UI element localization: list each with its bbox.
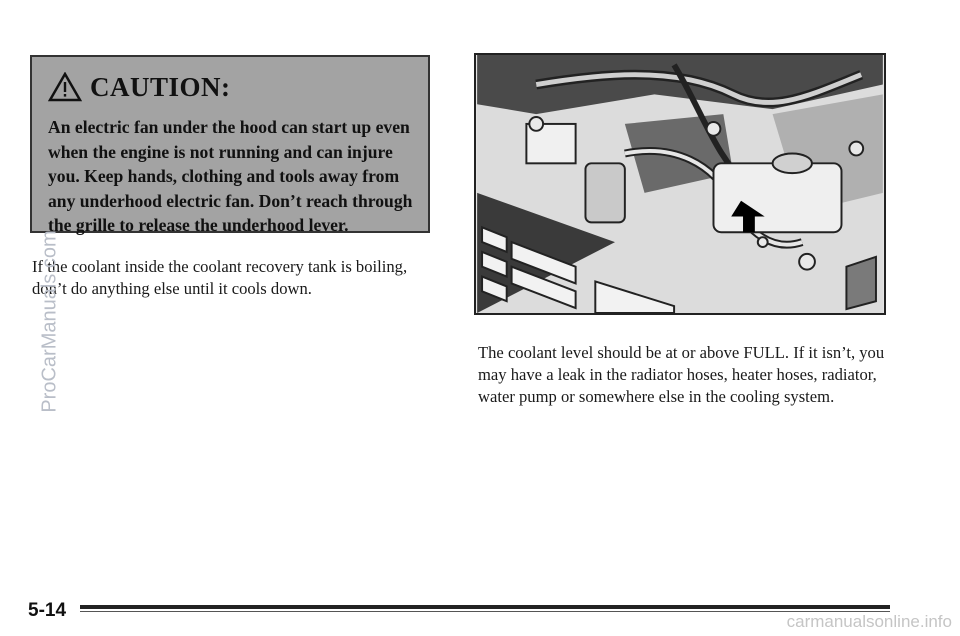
caution-header bbox=[48, 67, 414, 107]
footer-rule-thin bbox=[80, 611, 890, 612]
caution-title: CAUTION: bbox=[90, 71, 231, 102]
page-number: 5-14 bbox=[28, 600, 67, 621]
caution-box bbox=[30, 55, 430, 233]
coolant-level-paragraph: The coolant level should be at or above FULL. If it isn’t, you may have a leak in the radiator hoses, heater hoses, radiator, water pump or somewhere else in the cooling system. bbox=[478, 343, 885, 406]
footer-rule bbox=[80, 605, 890, 609]
warning-triangle-icon bbox=[48, 72, 82, 102]
footer-watermark: carmanualsonline.info bbox=[786, 612, 952, 631]
engine-compartment-drawing bbox=[476, 55, 884, 313]
side-watermark: ProCarManuals.com bbox=[38, 230, 61, 413]
boiling-coolant-paragraph: If the coolant inside the coolant recovery tank is boiling, don’t do anything else until it cools down. bbox=[32, 257, 408, 298]
engine-coolant-illustration bbox=[474, 53, 886, 315]
caution-text: An electric fan under the hood can start up even when the engine is not running and can injure you. Keep hands, clothing and tools away from any underhood electric fan. Don’t reach through the grille to release the underhood lever. bbox=[48, 117, 413, 235]
